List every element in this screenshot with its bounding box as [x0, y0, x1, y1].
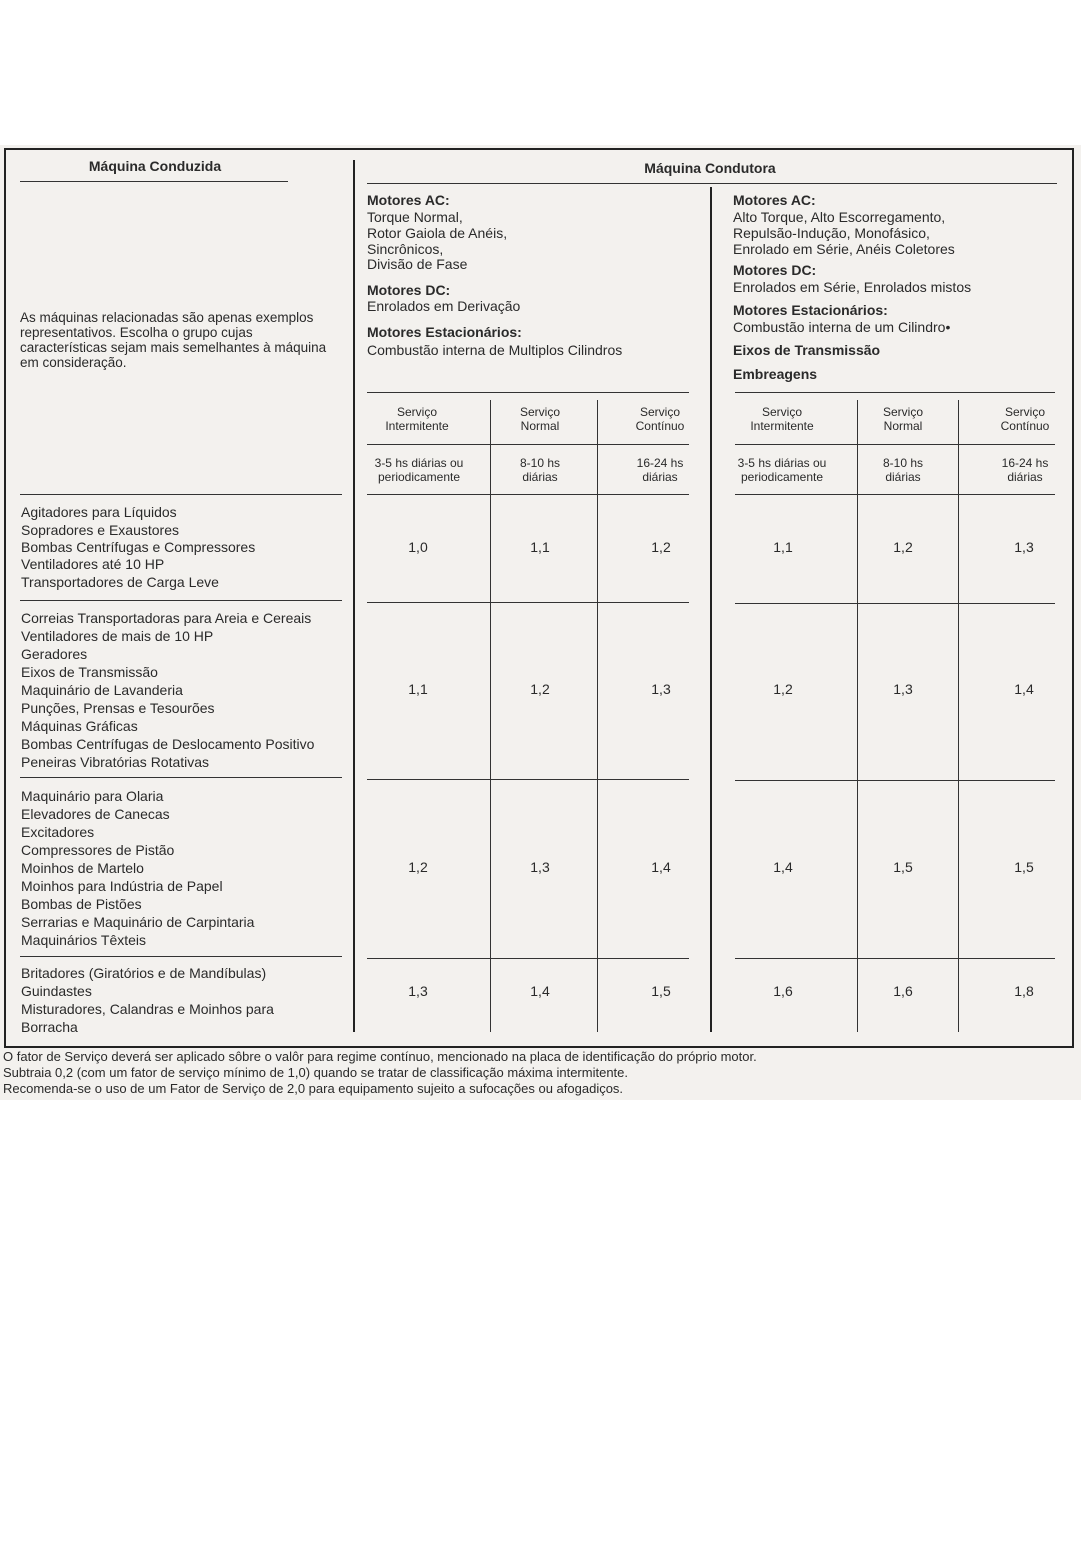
machine-item: Punções, Prensas e Tesourões	[21, 700, 215, 716]
row-rule-left	[20, 494, 342, 495]
service-rule-top-g1	[367, 392, 689, 393]
group1-ac-title: Motores AC:	[367, 192, 450, 208]
service-type: Serviço Contínuo	[1000, 405, 1050, 433]
row-rule-left	[20, 777, 342, 778]
factor-value: 1,8	[1014, 983, 1034, 999]
group1-ac-line: Rotor Gaiola de Anéis,	[367, 225, 508, 241]
factor-value: 1,4	[530, 983, 550, 999]
description-text: As máquinas relacionadas são apenas exemplos representativos. Escolha o grupo cujas características sejam mais semelhantes à máquina em consideração.	[20, 310, 327, 370]
row-rule-g2	[735, 958, 1055, 959]
service-hours: 8-10 hs diárias	[519, 456, 561, 484]
factor-value: 1,3	[530, 859, 550, 875]
group2-ac-line: Repulsão-Indução, Monofásico,	[733, 225, 930, 241]
service-rule-top-g2	[735, 392, 1055, 393]
factor-value: 1,3	[651, 681, 671, 697]
group2-dc-title: Motores DC:	[733, 262, 817, 278]
row-rule-g1	[367, 602, 689, 603]
factor-value: 1,6	[773, 983, 793, 999]
factor-value: 1,0	[408, 539, 428, 555]
factor-value: 1,3	[1014, 539, 1034, 555]
row-rule-g1	[367, 494, 689, 495]
factor-value: 1,5	[651, 983, 671, 999]
machine-item: Geradores	[21, 646, 88, 662]
factor-value: 1,2	[651, 539, 671, 555]
service-type: Serviço Intermitente	[750, 405, 814, 433]
header-driven-machine: Máquina Conduzida	[88, 158, 222, 174]
factor-value: 1,5	[1014, 859, 1034, 875]
factor-value: 1,2	[893, 539, 913, 555]
machine-item: Ventiladores até 10 HP	[21, 556, 165, 572]
machine-item: Correias Transportadoras para Areia e Cereais	[21, 610, 312, 626]
group1-est-line: Combustão interna de Multiplos Cilindros	[367, 342, 623, 358]
row-rule-g2	[735, 603, 1055, 604]
factor-value: 1,4	[651, 859, 671, 875]
machine-item: Maquinários Têxteis	[21, 932, 147, 948]
group1-dc-title: Motores DC:	[367, 282, 451, 298]
machine-item: Transportadores de Carga Leve	[21, 574, 219, 590]
row-rule-g2	[735, 494, 1055, 495]
service-hours: 3-5 hs diárias ou periodicamente	[374, 456, 464, 484]
factor-value: 1,3	[893, 681, 913, 697]
service-type: Serviço Normal	[882, 405, 923, 433]
footnote: O fator de Serviço deverá ser aplicado sôbre o valôr para regime contínuo, mencionado na placa de identificação do próprio motor.	[3, 1049, 757, 1064]
group2-est-title: Motores Estacionários:	[733, 302, 888, 318]
group1-dc-line: Enrolados em Derivação	[367, 298, 521, 314]
service-hours: 16-24 hs diárias	[1001, 456, 1049, 484]
group2-ac-title: Motores AC:	[733, 192, 816, 208]
header-driver-machine: Máquina Condutora	[644, 160, 776, 176]
service-hours: 16-24 hs diárias	[636, 456, 684, 484]
machine-item: Bombas de Pistões	[21, 896, 142, 912]
machine-item: Britadores (Giratórios e de Mandíbulas)	[21, 965, 267, 981]
footnote: Subtraia 0,2 (com um fator de serviço mínimo de 1,0) quando se tratar de classificação máxima intermitente.	[3, 1065, 629, 1080]
machine-item: Bombas Centrífugas de Deslocamento Positivo	[21, 736, 315, 752]
machine-item: Ventiladores de mais de 10 HP	[21, 628, 214, 644]
machine-item: Sopradores e Exaustores	[21, 522, 179, 538]
factor-value: 1,2	[773, 681, 793, 697]
service-hours: 8-10 hs diárias	[882, 456, 924, 484]
machine-item: Misturadores, Calandras e Moinhos para	[21, 1001, 274, 1017]
group2-ac-line: Alto Torque, Alto Escorregamento,	[733, 209, 946, 225]
factor-value: 1,1	[408, 681, 428, 697]
group1-ac-line: Torque Normal,	[367, 209, 463, 225]
service-type: Serviço Intermitente	[385, 405, 449, 433]
service-type: Serviço Contínuo	[635, 405, 685, 433]
group1-ac-line: Divisão de Fase	[367, 256, 468, 272]
service-hours: 3-5 hs diárias ou periodicamente	[737, 456, 827, 484]
row-rule-g1	[367, 958, 689, 959]
group2-extra-line: Embreagens	[733, 366, 818, 382]
group1-est-title: Motores Estacionários:	[367, 324, 522, 340]
service-rule-mid-g1	[367, 444, 689, 445]
factor-value: 1,4	[1014, 681, 1034, 697]
header-rule-right	[367, 183, 1057, 184]
machine-item: Moinhos para Indústria de Papel	[21, 878, 223, 894]
factor-value: 1,3	[408, 983, 428, 999]
factor-value: 1,6	[893, 983, 913, 999]
group2-extra-line: Eixos de Transmissão	[733, 342, 881, 358]
service-rule-mid-g2	[735, 444, 1055, 445]
machine-item: Maquinário de Lavanderia	[21, 682, 183, 698]
group2-est-line: Combustão interna de um Cilindro•	[733, 319, 951, 335]
machine-item: Agitadores para Líquidos	[21, 504, 177, 520]
factor-value: 1,5	[893, 859, 913, 875]
footnote: Recomenda-se o uso de um Fator de Serviço de 2,0 para equipamento sujeito a sufocações ou afogadiços.	[3, 1081, 624, 1096]
divider-driven-driver	[353, 160, 355, 1032]
factor-value: 1,4	[773, 859, 793, 875]
machine-item: Bombas Centrífugas e Compressores	[21, 539, 256, 555]
machine-item: Compressores de Pistão	[21, 842, 175, 858]
machine-item: Eixos de Transmissão	[21, 664, 158, 680]
machine-item: Elevadores de Canecas	[21, 806, 170, 822]
machine-item: Máquinas Gráficas	[21, 718, 138, 734]
machine-item: Maquinário para Olaria	[21, 788, 164, 804]
machine-item: Guindastes	[21, 983, 92, 999]
service-type: Serviço Normal	[519, 405, 560, 433]
factor-value: 1,2	[408, 859, 428, 875]
row-rule-left	[20, 600, 342, 601]
divider-motor-groups	[710, 187, 712, 1032]
group1-ac-line: Sincrônicos,	[367, 241, 444, 257]
machine-item: Borracha	[21, 1019, 78, 1035]
row-rule-g2	[735, 780, 1055, 781]
row-rule-left	[20, 956, 342, 957]
factor-value: 1,1	[530, 539, 550, 555]
machine-item: Moinhos de Martelo	[21, 860, 144, 876]
factor-value: 1,2	[530, 681, 550, 697]
group2-ac-line: Enrolado em Série, Anéis Coletores	[733, 241, 955, 257]
header-rule-left	[20, 181, 288, 182]
factor-value: 1,1	[773, 539, 793, 555]
group2-dc-line: Enrolados em Série, Enrolados mistos	[733, 279, 972, 295]
machine-item: Peneiras Vibratórias Rotativas	[21, 754, 210, 770]
machine-item: Excitadores	[21, 824, 95, 840]
machine-item: Serrarias e Maquinário de Carpintaria	[21, 914, 255, 930]
row-rule-g1	[367, 779, 689, 780]
